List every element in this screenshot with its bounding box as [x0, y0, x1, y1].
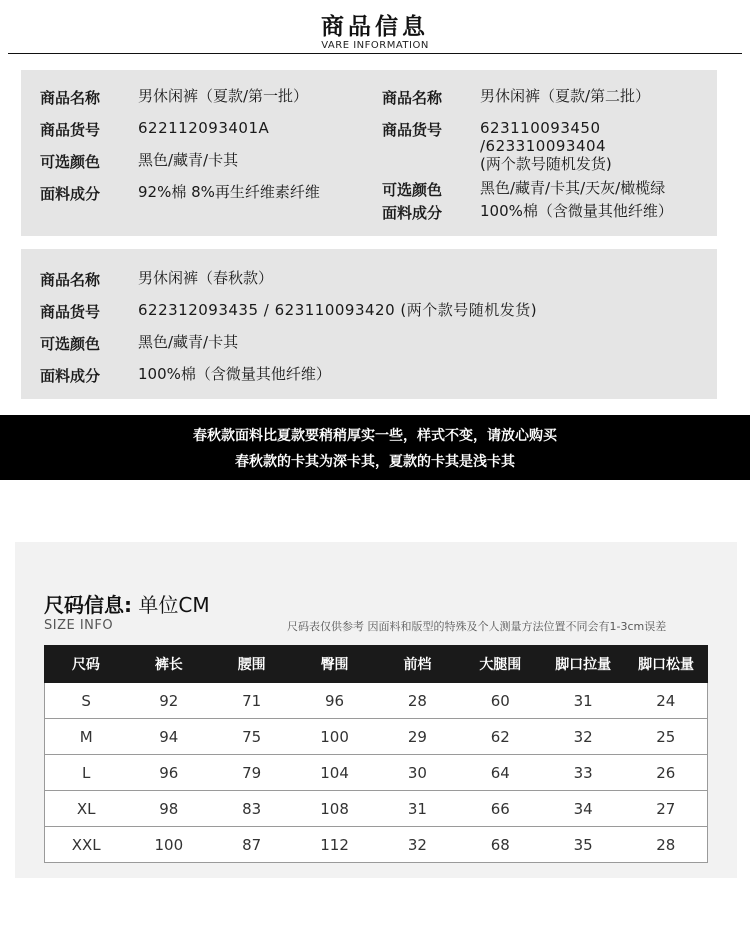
value-colors-3: 黑色/藏青/卡其: [138, 333, 239, 351]
table-cell: 31: [376, 791, 459, 827]
table-cell: 100: [293, 719, 376, 755]
header-thigh: 大腿围: [459, 646, 542, 683]
table-cell: 34: [542, 791, 625, 827]
section-subtitle: VARE INFORMATION: [321, 40, 429, 51]
table-cell: 28: [625, 827, 708, 863]
table-cell: 87: [210, 827, 293, 863]
table-cell: 28: [376, 683, 459, 719]
table-cell: 32: [376, 827, 459, 863]
notice-line-2: 春秋款的卡其为深卡其，夏款的卡其是浅卡其: [235, 454, 515, 470]
table-cell: S: [45, 683, 128, 719]
section-header: [0, 0, 750, 60]
table-cell: 66: [459, 791, 542, 827]
value-product-name: 男休闲裤（夏款/第一批）: [138, 87, 309, 105]
value-product-code-2-line2: /623310093404: [480, 137, 607, 155]
table-cell: 62: [459, 719, 542, 755]
table-cell: 29: [376, 719, 459, 755]
label-colors-3: 可选颜色: [40, 335, 101, 353]
header-waist: 腰围: [210, 646, 293, 683]
value-fabric-2: 100%棉（含微量其他纤维）: [480, 202, 673, 220]
label-colors-2: 可选颜色: [382, 181, 443, 199]
table-row: [45, 683, 708, 719]
label-fabric-2: 面料成分: [382, 204, 443, 222]
value-colors-2: 黑色/藏青/卡其/天灰/橄榄绿: [480, 179, 666, 197]
header-hip: 臀围: [293, 646, 376, 683]
table-cell: 104: [293, 755, 376, 791]
table-cell: 112: [293, 827, 376, 863]
table-row: [45, 827, 708, 863]
size-table: [44, 645, 708, 863]
size-info-title-unit: 单位CM: [138, 593, 210, 617]
header-front-rise: 前档: [376, 646, 459, 683]
table-cell: 32: [542, 719, 625, 755]
table-row: [45, 719, 708, 755]
table-cell: 33: [542, 755, 625, 791]
table-cell: 94: [127, 719, 210, 755]
header-divider: [8, 53, 742, 54]
value-product-code-2-line1: 623110093450: [480, 119, 601, 137]
table-cell: 25: [625, 719, 708, 755]
value-product-code-2-note: (两个款号随机发货): [480, 155, 612, 173]
table-cell: 100: [127, 827, 210, 863]
table-row: [45, 755, 708, 791]
header-size: 尺码: [45, 646, 128, 683]
table-cell: 83: [210, 791, 293, 827]
label-product-name-2: 商品名称: [382, 89, 443, 107]
value-fabric: 92%棉 8%再生纤维素纤维: [138, 183, 320, 201]
table-cell: 92: [127, 683, 210, 719]
table-row: [45, 791, 708, 827]
table-cell: 96: [127, 755, 210, 791]
notice-line-1: 春秋款面料比夏款要稍稍厚实一些，样式不变，请放心购买: [193, 428, 557, 444]
table-cell: 27: [625, 791, 708, 827]
header-leg-opening-stretch: 脚口拉量: [542, 646, 625, 683]
section-title: 商品信息: [321, 14, 429, 40]
size-info-title: [44, 589, 210, 618]
value-fabric-3: 100%棉（含微量其他纤维）: [138, 365, 331, 383]
size-info-subtitle: SIZE INFO: [44, 618, 114, 633]
table-cell: 75: [210, 719, 293, 755]
table-cell: 26: [625, 755, 708, 791]
size-info-title-label: 尺码信息:: [44, 593, 132, 617]
value-colors: 黑色/藏青/卡其: [138, 151, 239, 169]
table-cell: 24: [625, 683, 708, 719]
label-fabric-3: 面料成分: [40, 367, 101, 385]
table-cell: 96: [293, 683, 376, 719]
product-info-panel-spring-autumn: [21, 249, 717, 399]
size-info-card: [15, 542, 737, 878]
table-cell: XXL: [45, 827, 128, 863]
table-cell: 60: [459, 683, 542, 719]
value-product-code-3: 622312093435 / 623110093420 (两个款号随机发货): [138, 301, 538, 319]
table-cell: 108: [293, 791, 376, 827]
label-product-code-2: 商品货号: [382, 121, 443, 139]
value-product-name-2: 男休闲裤（夏款/第二批）: [480, 87, 651, 105]
table-cell: 71: [210, 683, 293, 719]
table-cell: 98: [127, 791, 210, 827]
table-cell: 79: [210, 755, 293, 791]
size-info-note: 尺码表仅供参考 因面料和版型的特殊及个人测量方法位置不同会有1-3cm误差: [287, 620, 667, 633]
label-product-name: 商品名称: [40, 89, 101, 107]
header-length: 裤长: [127, 646, 210, 683]
table-cell: 30: [376, 755, 459, 791]
size-table-header-row: [45, 646, 708, 683]
value-product-name-3: 男休闲裤（春秋款）: [138, 269, 274, 287]
label-product-code-3: 商品货号: [40, 303, 101, 321]
label-colors: 可选颜色: [40, 153, 101, 171]
label-product-code: 商品货号: [40, 121, 101, 139]
table-cell: XL: [45, 791, 128, 827]
label-product-name-3: 商品名称: [40, 271, 101, 289]
table-cell: M: [45, 719, 128, 755]
table-cell: 31: [542, 683, 625, 719]
table-cell: 35: [542, 827, 625, 863]
table-cell: 64: [459, 755, 542, 791]
notice-banner: [0, 415, 750, 480]
value-product-code: 622112093401A: [138, 119, 270, 137]
table-cell: 68: [459, 827, 542, 863]
product-info-panel-summer: [21, 70, 717, 236]
table-cell: L: [45, 755, 128, 791]
label-fabric: 面料成分: [40, 185, 101, 203]
header-leg-opening-relaxed: 脚口松量: [625, 646, 708, 683]
